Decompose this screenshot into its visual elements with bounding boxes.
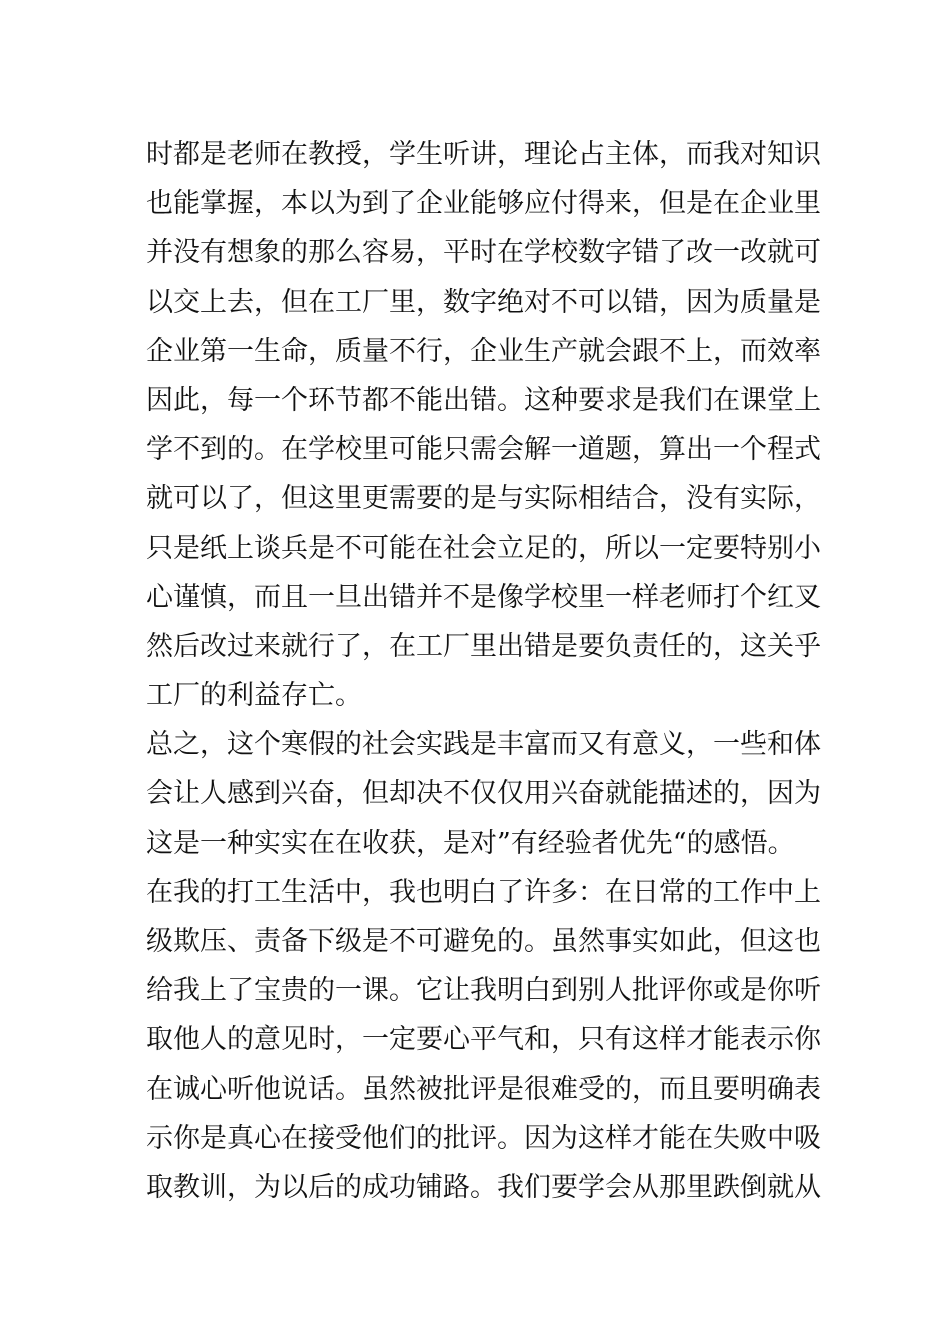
text-line: 在我的打工生活中，我也明白了许多：在日常的工作中上 bbox=[146, 876, 821, 908]
text-line: 企业第一生命，质量不行，企业生产就会跟不上，而效率 bbox=[146, 335, 821, 367]
text-line: 这是一种实实在在收获，是对”有经验者优先“的感悟。 bbox=[146, 827, 795, 859]
text-line: 会让人感到兴奋，但却决不仅仅用兴奋就能描述的，因为 bbox=[146, 778, 821, 810]
text-line: 取教训，为以后的成功铺路。我们要学会从那里跌倒就从 bbox=[146, 1171, 821, 1203]
text-line: 给我上了宝贵的一课。它让我明白到别人批评你或是你听 bbox=[146, 975, 821, 1007]
text-line: 工厂的利益存亡。 bbox=[146, 680, 362, 712]
text-line: 学不到的。在学校里可能只需会解一道题，算出一个程式 bbox=[146, 434, 821, 466]
text-line: 也能掌握，本以为到了企业能够应付得来，但是在企业里 bbox=[146, 188, 821, 220]
text-line: 示你是真心在接受他们的批评。因为这样才能在失败中吸 bbox=[146, 1122, 821, 1154]
text-line: 就可以了，但这里更需要的是与实际相结合，没有实际， bbox=[146, 483, 821, 515]
text-line: 时都是老师在教授，学生听讲，理论占主体，而我对知识 bbox=[146, 139, 821, 170]
text-line: 然后改过来就行了，在工厂里出错是要负责任的，这关乎 bbox=[146, 630, 821, 662]
text-line: 在诚心听他说话。虽然被批评是很难受的，而且要明确表 bbox=[146, 1073, 821, 1105]
text-line: 只是纸上谈兵是不可能在社会立足的，所以一定要特别小 bbox=[146, 532, 821, 564]
text-line: 级欺压、责备下级是不可避免的。虽然事实如此，但这也 bbox=[146, 926, 821, 957]
text-line: 并没有想象的那么容易，平时在学校数字错了改一改就可 bbox=[146, 237, 821, 269]
text-line: 取他人的意见时，一定要心平气和，只有这样才能表示你 bbox=[146, 1024, 821, 1056]
text-line: 总之，这个寒假的社会实践是丰富而又有意义，一些和体 bbox=[146, 729, 821, 761]
body-text bbox=[146, 130, 821, 1212]
text-line: 以交上去，但在工厂里，数字绝对不可以错，因为质量是 bbox=[146, 286, 821, 318]
text-line: 因此，每一个环节都不能出错。这种要求是我们在课堂上 bbox=[146, 384, 821, 416]
text-line: 心谨慎，而且一旦出错并不是像学校里一样老师打个红叉 bbox=[146, 581, 821, 613]
